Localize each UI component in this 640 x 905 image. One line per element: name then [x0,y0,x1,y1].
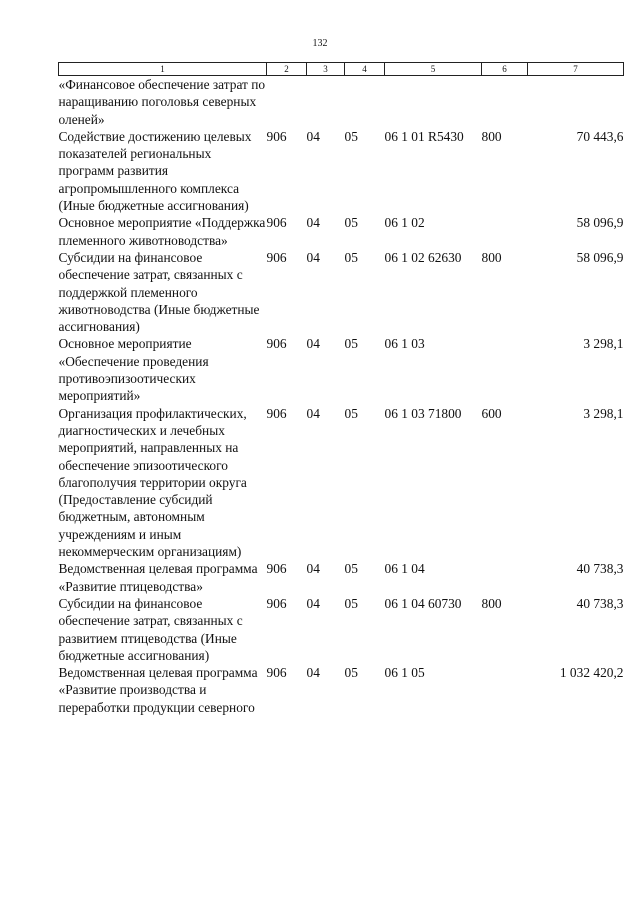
row-target-article [385,76,482,128]
row-amount: 40 738,3 [576,561,624,577]
row-section-code: 04 [306,249,320,265]
table-row [59,335,624,404]
row-expense-type: 800 [481,249,502,265]
row-name: Ведомственная целевая программа «Развитие птицеводства» [58,561,258,594]
row-target-article: 06 1 02 62630 [384,249,462,265]
row-name: Субсидии на финансовое обеспечение затрат, связанных с развитием птицеводства (Иные бюджетные ассигнования) [58,595,243,663]
row-subsection-code: 05 [344,405,358,421]
row-target-article: 06 1 03 71800 [384,405,462,421]
row-amount: 1 032 420,2 [559,665,624,681]
row-subsection-code: 05 [344,215,358,231]
row-target-article: 06 1 04 60730 [384,595,462,611]
row-expense-type [482,76,528,128]
row-name: Организация профилактических, диагностических и лечебных мероприятий, направленных на обеспечение эпизоотического благополучия территории округа (Предоставление субсидий бюджетным, автономным учреждениям и иным некоммерческим организациям) [58,405,247,560]
table-row [59,214,624,249]
header-col-5: 5 [385,63,482,76]
row-expense-type [482,560,528,595]
row-subsection-code: 05 [344,595,358,611]
header-col-4: 4 [345,63,385,76]
row-subsection-code: 05 [344,128,358,144]
table-row [59,76,624,128]
row-target-article: 06 1 04 [384,561,425,577]
header-col-6: 6 [482,63,528,76]
row-amount: 3 298,1 [583,336,624,352]
row-subsection-code: 05 [344,336,358,352]
table-row [59,664,624,716]
row-subsection-code: 05 [344,249,358,265]
row-subsection-code [345,76,385,128]
header-col-1: 1 [59,63,267,76]
table-row [59,128,624,214]
row-expense-type: 800 [481,595,502,611]
budget-table [58,62,624,716]
table-row [59,249,624,335]
row-section-code: 04 [306,215,320,231]
row-amount: 58 096,9 [576,215,624,231]
row-subsection-code: 05 [344,665,358,681]
row-amount [528,76,624,128]
row-ministry-code: 906 [266,128,287,144]
row-section-code: 04 [306,405,320,421]
row-section-code: 04 [306,595,320,611]
row-expense-type: 800 [481,128,502,144]
row-section-code: 04 [306,665,320,681]
row-target-article: 06 1 05 [384,665,425,681]
page-number: 132 [312,38,328,49]
table-row [59,595,624,664]
row-ministry-code: 906 [266,215,287,231]
row-ministry-code: 906 [266,561,287,577]
row-subsection-code: 05 [344,561,358,577]
row-ministry-code: 906 [266,665,287,681]
row-expense-type: 600 [481,405,502,421]
row-amount: 58 096,9 [576,249,624,265]
row-expense-type [482,664,528,716]
row-ministry-code: 906 [266,249,287,265]
header-col-2: 2 [267,63,307,76]
table-row [59,560,624,595]
header-col-7: 7 [528,63,624,76]
row-name: Основное мероприятие «Поддержка племенного животноводства» [58,215,266,248]
row-amount: 70 443,6 [576,128,624,144]
row-expense-type [482,214,528,249]
header-col-3: 3 [307,63,345,76]
row-name: Основное мероприятие «Обеспечение проведения противоэпизоотических мероприятий» [58,336,209,404]
row-ministry-code: 906 [266,405,287,421]
row-section-code: 04 [306,128,320,144]
row-amount: 40 738,3 [576,595,624,611]
row-target-article: 06 1 02 [384,215,425,231]
row-name: Содействие достижению целевых показателей региональных программ развития агропромышленного комплекса (Иные бюджетные ассигнования) [58,128,252,214]
row-section-code: 04 [306,336,320,352]
table-row [59,405,624,561]
row-section-code [307,76,345,128]
row-ministry-code: 906 [266,595,287,611]
row-ministry-code: 906 [266,336,287,352]
row-name: Ведомственная целевая программа «Развитие производства и переработки продукции северного [58,665,258,715]
row-target-article: 06 1 03 [384,336,425,352]
row-ministry-code [267,76,307,128]
row-amount: 3 298,1 [583,405,624,421]
row-name: Субсидии на финансовое обеспечение затрат, связанных с поддержкой племенного животноводства (Иные бюджетные ассигнования) [58,249,260,335]
header-row [59,63,624,76]
row-target-article: 06 1 01 R5430 [384,128,464,144]
row-expense-type [482,335,528,404]
row-name: «Финансовое обеспечение затрат по наращиванию поголовья северных оленей» [58,77,266,127]
row-section-code: 04 [306,561,320,577]
